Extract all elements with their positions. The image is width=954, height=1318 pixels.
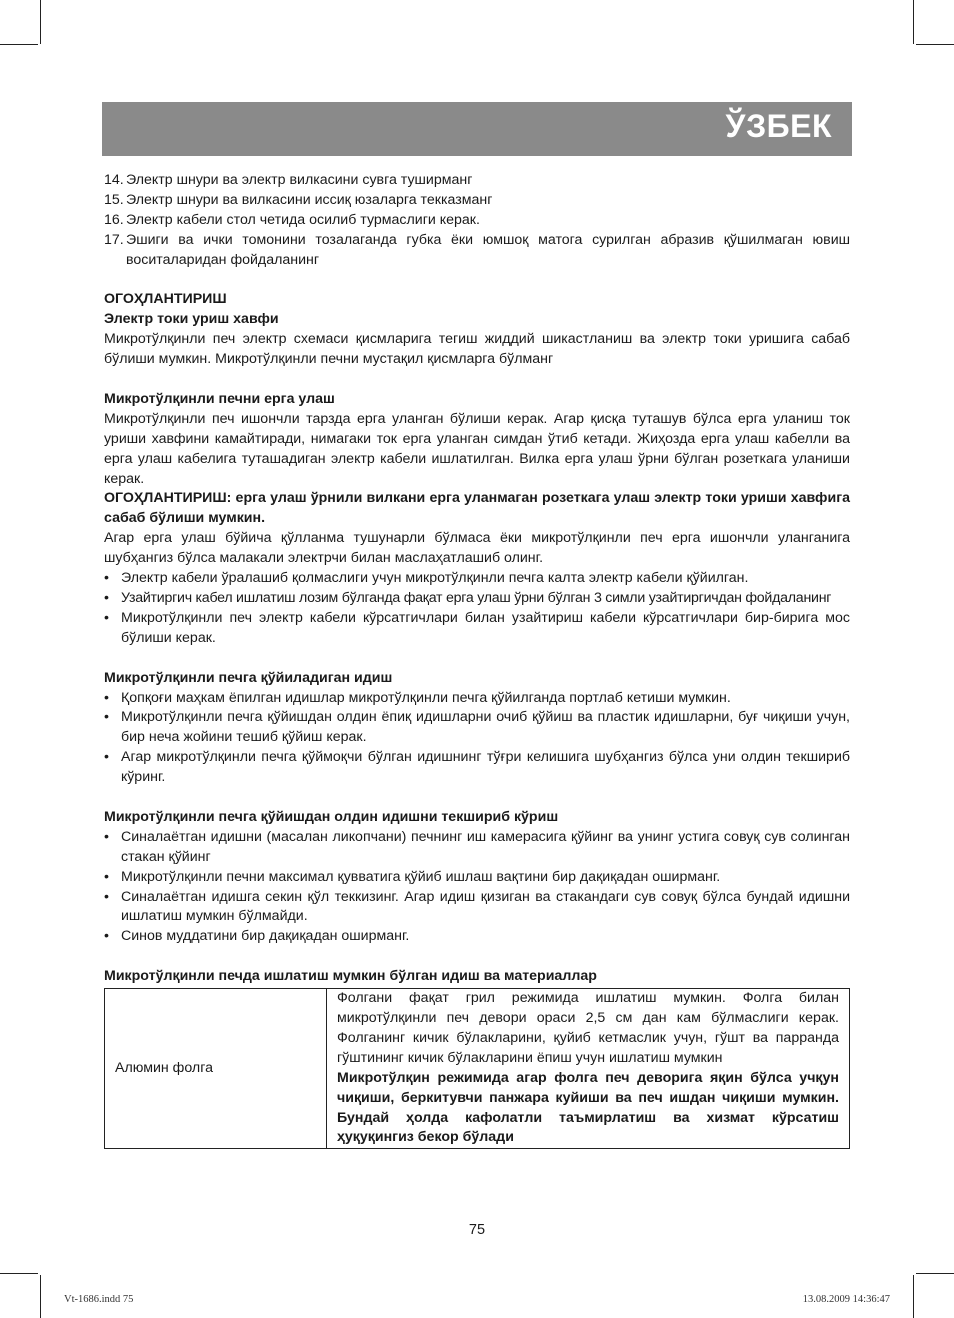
- list-item: • Микротўлқинли печ электр кабели кўрсатгичлари билан узайтириш кабели кўрсатгичлари бир-бирига мос бўлиши керак.: [104, 609, 850, 649]
- list-item: • Синалаётган идишни (масалан ликопчани) печнинг иш камерасига қўйинг ва унинг устига совуқ сув солинган стакан қўйинг: [104, 828, 850, 868]
- bullet-text: Синов муддатини бир дақиқадан оширманг.: [121, 928, 410, 945]
- bullet-text: Электр кабели ўралашиб қолмаслиги учун микротўлқинли печга калта электр кабели қўйилган.: [121, 570, 749, 587]
- item-number: 14.: [104, 172, 124, 188]
- bullet-text: Қопқоғи маҳкам ёпилган идишлар микротўлқинли печга қўйилганда портлаб кетиши мумкин.: [121, 689, 731, 706]
- list-item: • Синалаётган идишга секин қўл теккизинг. Агар идиш қизиган ва стакандаги сув совуқ бўлса бундай идишни ишлатиш мумкин бўлмайди.: [104, 888, 850, 928]
- list-item: • Электр кабели ўралашиб қолмаслиги учун микротўлқинли печга калта электр кабели қўйилган.: [104, 569, 850, 589]
- description-text: Фолгани фақат грил режимида ишлатиш мумкин. Фолга билан микротўлқинли печ девори ораси 2,5 см дан кам бўлмаслиги керак. Фолганинг кичик бўлакларини, қуйиб кетмаслик учун, гўшт ва парранда гўштининг кичик бўлакларини ёпиш учун ишлатиш мумкин: [337, 990, 839, 1066]
- page-title: ЎЗБЕК: [725, 108, 832, 144]
- cookware-heading: Микротўлқинли печга қўйиладиган идиш: [104, 669, 393, 686]
- grounding-bullets: [104, 569, 850, 649]
- bullet-text: Микротўлқинли печни максимал қувватига қўйиб ишлаш вақтини бир дақиқадан оширманг.: [121, 868, 721, 885]
- item-text: Эшиги ва ички томонини тозалаганда губка ёки юмшоқ матога сурилган абразив қўшилмаган ювиш воситаларидан фойдаланинг: [126, 231, 850, 268]
- bullet-text: Микротўлқинли печга қўйишдан олдин ёпиқ идишларни очиб қўйиш ва пластик идишларни, буғ чиқиши учун, бир неча жойини тешиб қўйиш керак.: [121, 709, 850, 746]
- materials-table: [104, 988, 850, 1149]
- crop-mark: [0, 44, 38, 45]
- list-item: [104, 191, 850, 211]
- item-number: 17.: [104, 231, 124, 248]
- list-item: [104, 211, 850, 231]
- item-number: 15.: [104, 191, 124, 208]
- crop-mark: [0, 1273, 38, 1274]
- materials-heading: Микротўлқинли печда ишлатиш мумкин бўлган идиш ва материаллар: [104, 968, 597, 985]
- list-item: • Синов муддатини бир дақиқадан оширманг.: [104, 927, 850, 947]
- material-cell: Алюмин фолга: [105, 989, 327, 1149]
- list-item: • Микротўлқинли печга қўйишдан олдин ёпиқ идишларни очиб қўйиш ва пластик идишларни, буғ чиқиши учун, бир неча жойини тешиб қўйиш керак.: [104, 708, 850, 748]
- numbered-list: [104, 171, 850, 271]
- grounding-heading: Микротўлқинли печни ерга улаш: [104, 390, 335, 407]
- page-number: 75: [468, 1222, 486, 1238]
- item-text: Электр кабели стол четида осилиб турмаслиги керак.: [126, 211, 480, 228]
- description-cell: [327, 989, 850, 1149]
- crop-mark: [916, 44, 954, 45]
- description-warning: Микротўлқин режимида агар фолга печ деворига яқин бўлса учқун чиқиши, беркитувчи панжара куйиши ва печ ишдан чиқиши мумкин. Бундай ҳолда кафолатли таъмирлатиш ва хизмат кўрсатиш ҳуқуқингиз бекор бўлади: [337, 1069, 839, 1146]
- grounding-text: Микротўлқинли печ ишончли тарзда ерга уланган бўлиши керак. Агар қисқа туташув бўлса ерга уланиш ток уриши хавфини камайтиради, нимагаки ток ерга уланган симдан ўтиб кетади. Жиҳозда ерга улаш кабелли ва ерга улаш кабелига туташадиган электр кабели ишлатилган. Вилка ерга улаш ўрни бўлган розеткага уланиши керак.: [104, 410, 850, 487]
- crop-mark: [40, 0, 41, 44]
- cookware-bullets: [104, 689, 850, 789]
- warning-heading: ОГОҲЛАНТИРИШ: [104, 291, 227, 308]
- warning-text: Микротўлқинли печ электр схемаси қисмларига тегиш жиддий шикастланиш ва электр токи уришига сабаб бўлиши мумкин. Микротўлқинли печни мустақил қисмларга бўлманг: [104, 331, 850, 368]
- language-banner: [102, 102, 852, 156]
- item-text: Электр шнури ва электр вилкасини сувга туширманг: [126, 172, 473, 188]
- grounding-warning: ОГОҲЛАНТИРИШ: ерга улаш ўрнили вилкани ерга уланмаган розеткага улаш электр токи уриши хавфига сабаб бўлиши мумкин.: [104, 490, 850, 527]
- list-item: • Агар микротўлқинли печга қўймоқчи бўлган идишнинг тўғри келишига шубҳангиз бўлса уни олдин текшириб кўринг.: [104, 748, 850, 788]
- list-item: • Қопқоғи маҳкам ёпилган идишлар микротўлқинли печга қўйилганда портлаб кетиши мумкин.: [104, 689, 850, 709]
- warning-subheading: Электр токи уриш хавфи: [104, 311, 279, 328]
- crop-mark: [40, 1275, 41, 1318]
- list-item: [104, 171, 850, 191]
- footer-file-info: Vt-1686.indd 75: [64, 1294, 134, 1305]
- item-text: Электр шнури ва вилкасини иссиқ юзаларга текказманг: [126, 191, 493, 208]
- testing-bullets: [104, 828, 850, 947]
- bullet-text: Микротўлқинли печ электр кабели кўрсатгичлари билан узайтириш кабели кўрсатгичлари бир-бирига мос бўлиши керак.: [121, 609, 850, 646]
- page-content: [104, 171, 850, 1149]
- table-row: [105, 989, 850, 1149]
- item-number: 16.: [104, 211, 124, 228]
- testing-heading: Микротўлқинли печга қўйишдан олдин идишни текшириб кўриш: [104, 808, 559, 825]
- bullet-text: Агар микротўлқинли печга қўймоқчи бўлган идишнинг тўғри келишига шубҳангиз бўлса уни олдин текшириб кўринг.: [121, 749, 850, 786]
- footer-timestamp: 13.08.2009 14:36:47: [802, 1294, 890, 1305]
- crop-mark: [913, 0, 914, 44]
- grounding-text-2: Агар ерга улаш бўйича қўлланма тушунарли бўлмаса ёки микротўлқинли печ ерга ишончли уланганига шубҳангиз бўлса малакали электрчи билан маслаҳатлашиб олинг.: [104, 530, 850, 567]
- bullet-text: Узайтиргич кабел ишлатиш лозим бўлганда фақат ерга улаш ўрни бўлган 3 симли узайтиргичдан фойдаланинг: [121, 590, 832, 606]
- bullet-text: Синалаётган идишни (масалан ликопчани) печнинг иш камерасига қўйинг ва унинг устига совуқ сув солинган стакан қўйинг: [121, 828, 850, 865]
- list-item: [104, 231, 850, 271]
- bullet-text: Синалаётган идишга секин қўл теккизинг. Агар идиш қизиган ва стакандаги сув совуқ бўлса бундай идишни ишлатиш мумкин бўлмайди.: [121, 888, 850, 925]
- list-item: • Узайтиргич кабел ишлатиш лозим бўлганда фақат ерга улаш ўрни бўлган 3 симли узайтиргичдан фойдаланинг: [104, 589, 850, 609]
- crop-mark: [913, 1275, 914, 1318]
- list-item: • Микротўлқинли печни максимал қувватига қўйиб ишлаш вақтини бир дақиқадан оширманг.: [104, 868, 850, 888]
- crop-mark: [916, 1273, 954, 1274]
